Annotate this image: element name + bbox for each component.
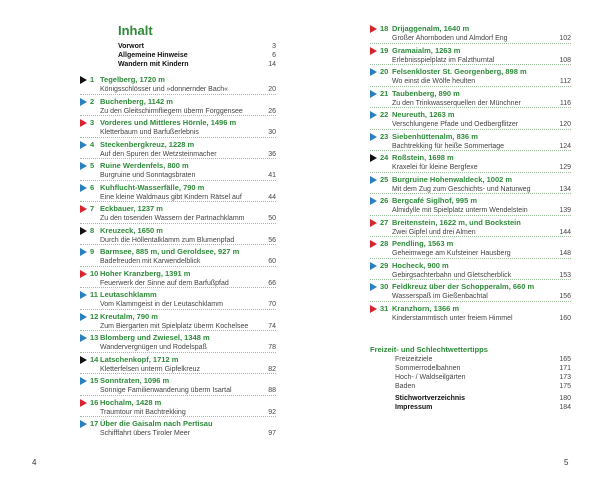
tour-name: Feldkreuz über der Schopperalm, 660 m bbox=[392, 282, 535, 291]
entry-separator bbox=[80, 201, 276, 202]
tour-name: Drijaggenalm, 1640 m bbox=[392, 24, 470, 33]
tour-page: 88 bbox=[268, 387, 276, 394]
tour-number: 19 bbox=[380, 45, 389, 55]
tour-subtitle: Wandervergnügen und Rodelspaß bbox=[100, 344, 207, 351]
entry-separator bbox=[80, 330, 276, 331]
tour-name: Eckbauer, 1237 m bbox=[100, 204, 163, 213]
tour-number: 26 bbox=[380, 196, 389, 205]
entry-separator bbox=[370, 107, 571, 108]
tour-marker-icon bbox=[370, 154, 377, 162]
front-matter bbox=[118, 42, 276, 69]
tour-page: 70 bbox=[268, 301, 276, 308]
tour-page: 134 bbox=[559, 185, 571, 193]
entry-separator bbox=[80, 352, 276, 353]
tour-number: 21 bbox=[380, 88, 389, 98]
entry-separator bbox=[370, 279, 571, 280]
tour-marker-icon bbox=[370, 68, 377, 76]
tour-subtitle: Großer Ahornboden und Almdorf Eng bbox=[392, 35, 508, 42]
tour-name: Kranzhorn, 1366 m bbox=[392, 303, 460, 313]
tour-name: Roßstein, 1698 m bbox=[392, 153, 454, 162]
tour-page: 160 bbox=[559, 314, 571, 322]
tour-marker-icon bbox=[80, 227, 87, 235]
tour-subtitle: Erlebnisspielplatz im Falzthurntal bbox=[392, 56, 495, 64]
tour-number: 10 bbox=[90, 268, 99, 278]
tour-subtitle: Almidylle mit Spielplatz unterm Wendelstein bbox=[392, 207, 528, 214]
tour-marker-icon bbox=[80, 98, 87, 106]
tour-subtitle: Zwei Gipfel und drei Almen bbox=[392, 228, 476, 236]
front-item[interactable]: Allgemeine Hinweise 6 bbox=[118, 52, 276, 59]
tour-number: 6 bbox=[90, 182, 95, 192]
tour-number: 9 bbox=[90, 247, 95, 256]
tour-marker-icon bbox=[370, 197, 377, 205]
tour-page: 82 bbox=[268, 365, 276, 373]
tour-marker-icon bbox=[80, 399, 87, 407]
tour-page: 102 bbox=[559, 35, 571, 42]
tour-name: Siebenhüttenalm, 836 m bbox=[392, 131, 478, 141]
tour-marker-icon bbox=[80, 141, 87, 149]
tour-name: Leutaschklamm bbox=[100, 290, 157, 299]
entry-separator bbox=[80, 244, 276, 245]
tour-name: Felsenkloster St. Georgenberg, 898 m bbox=[392, 67, 527, 76]
tour-subtitle: Eine kleine Waldmaus gibt Kindern Rätsel auf bbox=[100, 193, 242, 201]
tour-subtitle: Durch die Höllentalklamm zum Blumenpfad bbox=[100, 236, 235, 244]
tour-marker-icon bbox=[80, 377, 87, 385]
tour-page: 116 bbox=[559, 99, 571, 107]
entry-separator bbox=[80, 395, 276, 396]
entry-separator bbox=[370, 193, 571, 194]
tour-name: Vorderes und Mittleres Hörnle, 1496 m bbox=[100, 118, 237, 127]
tour-page: 74 bbox=[268, 322, 276, 330]
tour-marker-icon bbox=[370, 240, 377, 248]
tour-subtitle: Verschlungene Pfade und Oedbergflitzer bbox=[392, 121, 519, 128]
tour-number: 24 bbox=[380, 153, 389, 162]
tour-number: 18 bbox=[380, 24, 389, 33]
tour-subtitle: Zu den Trinkwasserquellen der Münchner bbox=[392, 99, 521, 107]
tour-subtitle: Traumtour mit Bachtrekking bbox=[100, 408, 186, 416]
tour-page: 60 bbox=[268, 258, 276, 265]
tour-name: Steckenbergkreuz, 1228 m bbox=[100, 139, 195, 149]
tour-subtitle: Mit dem Zug zum Geschichts- und Naturweg bbox=[392, 185, 531, 193]
entry-separator bbox=[370, 129, 571, 130]
page-number-right: 5 bbox=[564, 458, 569, 467]
tour-marker-icon bbox=[80, 334, 87, 342]
tour-page: 97 bbox=[268, 430, 276, 437]
tour-subtitle: Kletterbaum und Barfußerlebnis bbox=[100, 129, 199, 136]
tour-page: 129 bbox=[559, 164, 571, 171]
tour-name: Buchenberg, 1142 m bbox=[100, 96, 173, 106]
tour-marker-icon bbox=[370, 305, 377, 313]
tour-number: 1 bbox=[90, 75, 95, 84]
entry-separator bbox=[370, 258, 571, 259]
toc-title: Inhalt bbox=[118, 23, 153, 38]
entry-separator bbox=[370, 64, 571, 65]
tour-subtitle: Kletterfelsen unterm Gipfelkreuz bbox=[100, 365, 200, 373]
tour-subtitle: Burgruine und Sonntagsbraten bbox=[100, 172, 196, 179]
tour-page: 148 bbox=[559, 250, 571, 257]
tour-subtitle: Zu den tosenden Wassern der Partnachklamm bbox=[100, 215, 245, 222]
tour-subtitle: Zu den Gleitschirmfliegern überm Forggensee bbox=[100, 107, 243, 115]
tour-marker-icon bbox=[370, 25, 377, 33]
tour-name: Ruine Werdenfels, 800 m bbox=[100, 161, 189, 170]
extras-item[interactable]: Baden 175 bbox=[395, 383, 571, 390]
tour-number: 4 bbox=[90, 139, 95, 149]
tour-subtitle: Wasserspaß im Gießenbachtal bbox=[392, 293, 488, 300]
tour-marker-icon bbox=[370, 111, 377, 119]
tour-name: Breitenstein, 1622 m, und Bockstein bbox=[392, 217, 521, 227]
tour-marker-icon bbox=[80, 420, 87, 428]
tour-subtitle: Geheimwege am Kufsteiner Hausberg bbox=[392, 250, 511, 257]
tour-marker-icon bbox=[80, 270, 87, 278]
tour-number: 14 bbox=[90, 354, 99, 364]
tour-page: 41 bbox=[268, 172, 276, 179]
tour-page: 44 bbox=[268, 193, 276, 201]
tour-number: 29 bbox=[380, 260, 389, 270]
entry-separator bbox=[80, 115, 276, 116]
tour-marker-icon bbox=[80, 119, 87, 127]
tour-number: 12 bbox=[90, 311, 99, 321]
tour-name: Sonntraten, 1096 m bbox=[100, 376, 170, 385]
tour-number: 23 bbox=[380, 131, 389, 141]
tour-page: 56 bbox=[268, 236, 276, 244]
tour-number: 25 bbox=[380, 174, 389, 184]
tour-name: Kreuzeck, 1650 m bbox=[100, 225, 163, 235]
tour-page: 144 bbox=[559, 228, 571, 236]
toc-entry[interactable] bbox=[80, 419, 276, 441]
entry-separator bbox=[370, 86, 571, 87]
tour-number: 31 bbox=[380, 303, 389, 313]
tour-number: 20 bbox=[380, 67, 389, 76]
tour-marker-icon bbox=[80, 291, 87, 299]
tour-marker-icon bbox=[370, 219, 377, 227]
final-item[interactable]: Stichwortverzeichnis 180 bbox=[395, 395, 571, 402]
entry-separator bbox=[80, 373, 276, 374]
tour-name: Hocheck, 900 m bbox=[392, 260, 449, 270]
tour-marker-icon bbox=[80, 162, 87, 170]
tour-marker-icon bbox=[80, 313, 87, 321]
tour-page: 30 bbox=[268, 129, 276, 136]
final-items bbox=[395, 394, 571, 412]
tour-number: 28 bbox=[380, 239, 389, 248]
tour-subtitle: Auf den Spuren der Wetzsteinmacher bbox=[100, 150, 217, 158]
tour-marker-icon bbox=[80, 356, 87, 364]
entry-separator bbox=[370, 43, 571, 44]
tour-page: 124 bbox=[559, 142, 571, 150]
tour-page: 108 bbox=[559, 56, 571, 64]
tour-name: Gramaialm, 1263 m bbox=[392, 45, 461, 55]
tour-page: 66 bbox=[268, 279, 276, 287]
tour-subtitle: Kraxelei für kleine Bergfexe bbox=[392, 164, 478, 171]
tour-number: 27 bbox=[380, 217, 389, 227]
tour-marker-icon bbox=[80, 205, 87, 213]
tour-page: 139 bbox=[559, 207, 571, 214]
extras-item[interactable]: Sommerrodelbahnen 171 bbox=[395, 365, 571, 372]
tour-subtitle: Bachtrekking für heiße Sommertage bbox=[392, 142, 505, 150]
tour-number: 22 bbox=[380, 110, 389, 119]
tour-subtitle: Sonnige Familienwanderung überm Isartal bbox=[100, 387, 232, 394]
tour-page: 78 bbox=[268, 344, 276, 351]
tour-marker-icon bbox=[370, 262, 377, 270]
tour-subtitle: Zum Biergarten mit Spielplatz überm Kochelsee bbox=[100, 322, 249, 330]
entry-separator bbox=[370, 236, 571, 237]
toc-entry[interactable] bbox=[370, 304, 571, 326]
entry-separator bbox=[80, 287, 276, 288]
tour-marker-icon bbox=[370, 47, 377, 55]
entry-separator bbox=[80, 180, 276, 181]
tour-page: 156 bbox=[559, 293, 571, 300]
tour-name: Tegelberg, 1720 m bbox=[100, 75, 165, 84]
entry-separator bbox=[80, 137, 276, 138]
tour-number: 7 bbox=[90, 204, 95, 213]
tour-number: 8 bbox=[90, 225, 95, 235]
entry-separator bbox=[370, 215, 571, 216]
extras-item[interactable]: Freizeitziele 165 bbox=[395, 356, 571, 363]
tour-name: Barmsee, 885 m, und Geroldsee, 927 m bbox=[100, 247, 240, 256]
tour-number: 3 bbox=[90, 118, 95, 127]
tour-name: Latschenkopf, 1712 m bbox=[100, 354, 179, 364]
tour-subtitle: Gebirgsachterbahn und Gletscherblick bbox=[392, 271, 512, 279]
tour-marker-icon bbox=[80, 248, 87, 256]
entry-separator bbox=[80, 223, 276, 224]
tour-number: 2 bbox=[90, 96, 95, 106]
tour-page: 92 bbox=[268, 408, 276, 416]
tour-name: Bergcafé Siglhof, 995 m bbox=[392, 196, 478, 205]
tour-page: 26 bbox=[268, 107, 276, 115]
tour-name: Kreutalm, 790 m bbox=[100, 311, 158, 321]
tour-subtitle: Badefreuden mit Karwendelblick bbox=[100, 258, 201, 265]
tour-number: 17 bbox=[90, 419, 99, 428]
entry-separator bbox=[370, 150, 571, 151]
tour-page: 153 bbox=[559, 271, 571, 279]
tour-marker-icon bbox=[80, 184, 87, 192]
tour-name: Kuhflucht-Wasserfälle, 790 m bbox=[100, 182, 205, 192]
entry-separator bbox=[80, 94, 276, 95]
tour-page: 20 bbox=[268, 86, 276, 93]
tour-name: Hoher Kranzberg, 1391 m bbox=[100, 268, 191, 278]
tour-marker-icon bbox=[370, 133, 377, 141]
tour-number: 30 bbox=[380, 282, 389, 291]
tour-name: Pendling, 1563 m bbox=[392, 239, 454, 248]
tour-subtitle: Schifffahrt übers Tiroler Meer bbox=[100, 430, 191, 437]
extras-heading: Freizeit- und Schlechtwettertipps bbox=[370, 345, 488, 354]
tour-subtitle: Vom Klammgeist in der Leutaschklamm bbox=[100, 301, 223, 308]
tour-number: 16 bbox=[90, 397, 99, 407]
entry-separator bbox=[80, 158, 276, 159]
tour-page: 36 bbox=[268, 150, 276, 158]
tour-subtitle: Kinderstammtisch unter freiem Himmel bbox=[392, 314, 513, 322]
tour-marker-icon bbox=[370, 90, 377, 98]
tour-marker-icon bbox=[80, 76, 87, 84]
tour-subtitle: Königsschlösser und »donnernder Bach« bbox=[100, 86, 229, 93]
tour-name: Taubenberg, 890 m bbox=[392, 88, 460, 98]
tour-number: 13 bbox=[90, 333, 99, 342]
tour-marker-icon bbox=[370, 176, 377, 184]
tour-page: 112 bbox=[559, 78, 571, 85]
entry-separator bbox=[80, 309, 276, 310]
tour-name: Blomberg und Zwiesel, 1348 m bbox=[100, 333, 210, 342]
tour-subtitle: Wo einst die Wölfe heulten bbox=[392, 78, 476, 85]
front-item[interactable]: Wandern mit Kindern 14 bbox=[118, 61, 276, 68]
entry-separator bbox=[370, 172, 571, 173]
extras-list bbox=[395, 355, 571, 391]
tour-marker-icon bbox=[370, 283, 377, 291]
tour-page: 120 bbox=[559, 121, 571, 128]
tour-name: Burgruine Hohenwaldeck, 1002 m bbox=[392, 174, 513, 184]
tour-number: 5 bbox=[90, 161, 95, 170]
entry-separator bbox=[80, 266, 276, 267]
tour-number: 11 bbox=[90, 290, 98, 299]
tour-page: 50 bbox=[268, 215, 276, 222]
tour-number: 15 bbox=[90, 376, 99, 385]
tour-name: Neureuth, 1263 m bbox=[392, 110, 455, 119]
entry-separator bbox=[80, 416, 276, 417]
tour-name: Über die Gaisalm nach Pertisau bbox=[100, 419, 213, 428]
entry-separator bbox=[370, 301, 571, 302]
final-item[interactable]: Impressum 184 bbox=[395, 404, 571, 411]
front-item[interactable]: Vorwort 3 bbox=[118, 43, 276, 50]
tour-subtitle: Feuerwerk der Sinne auf dem Barfußpfad bbox=[100, 279, 229, 287]
tour-name: Hochalm, 1428 m bbox=[100, 397, 162, 407]
page-number-left: 4 bbox=[32, 458, 37, 467]
extras-item[interactable]: Hoch- / Waldseilgärten 173 bbox=[395, 374, 571, 381]
